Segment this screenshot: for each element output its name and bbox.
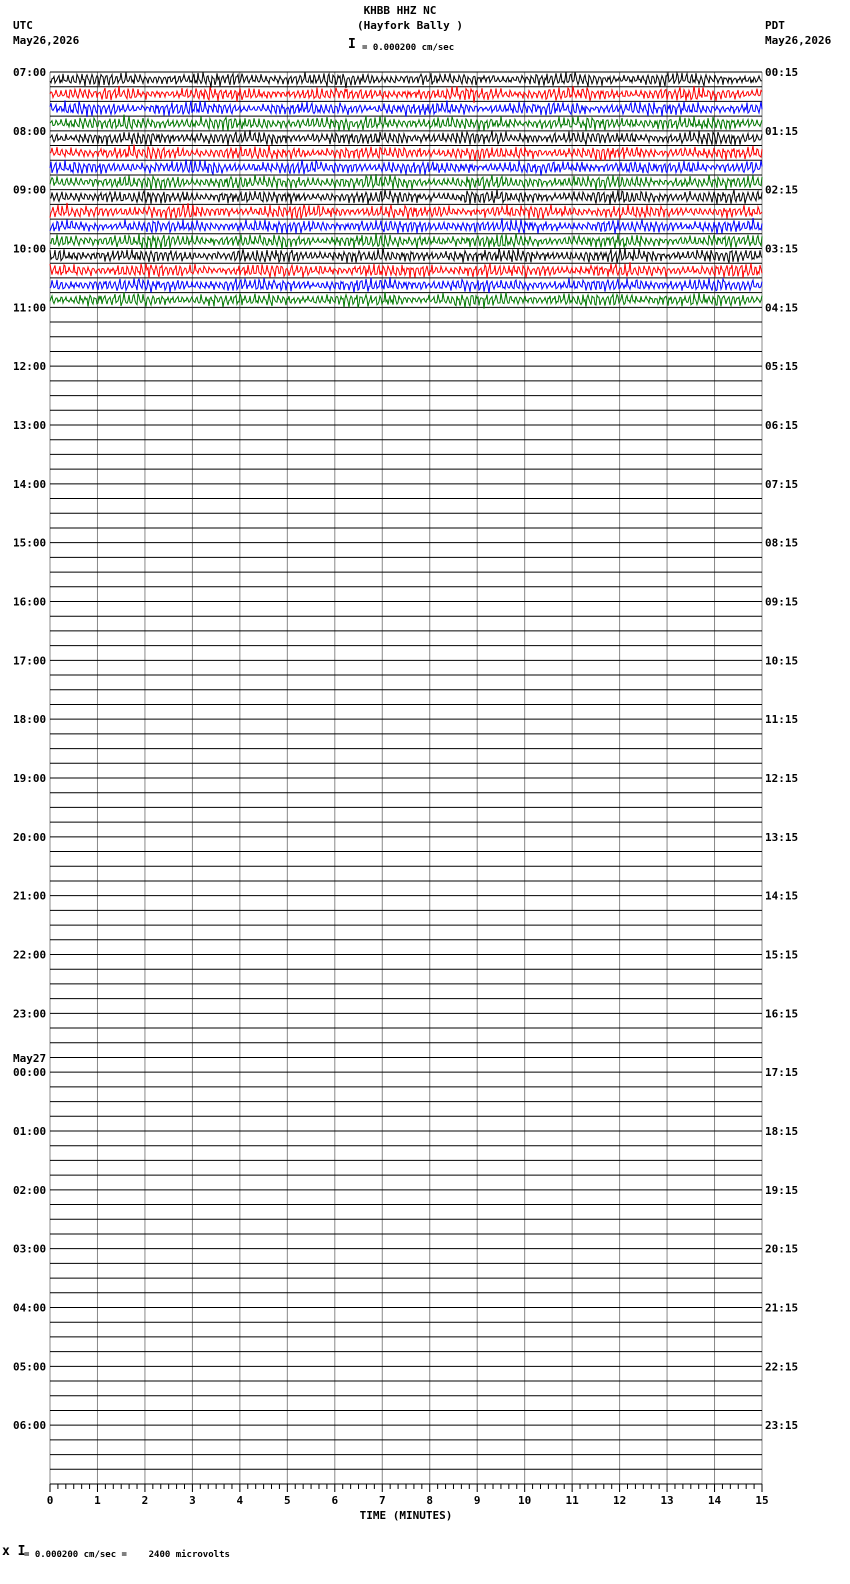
utc-hour-label: 05:00 <box>13 1360 47 1374</box>
trace-row <box>50 262 762 278</box>
utc-hour-label: 08:00 <box>13 124 47 138</box>
trace-row <box>50 233 762 249</box>
scale-bar-icon: I <box>348 37 356 52</box>
trace-row <box>50 277 762 293</box>
pdt-hour-label: 01:15 <box>765 124 799 138</box>
utc-hour-label: 00:00 <box>13 1066 47 1080</box>
pdt-hour-label: 14:15 <box>765 889 799 903</box>
utc-hour-labels <box>13 66 46 1432</box>
utc-hour-label: 21:00 <box>13 889 47 903</box>
x-tick-label: 10 <box>518 1494 532 1507</box>
utc-hour-label: 12:00 <box>13 360 47 374</box>
x-tick-label: 7 <box>378 1494 386 1507</box>
x-tick-label: 5 <box>284 1494 291 1507</box>
utc-hour-label: 02:00 <box>13 1183 47 1197</box>
utc-hour-label: 03:00 <box>13 1242 47 1256</box>
footer-scale-icon: x I <box>2 1544 26 1559</box>
right-date: May26,2026 <box>765 34 832 47</box>
utc-hour-label: 07:00 <box>13 66 47 79</box>
trace-row <box>50 292 762 309</box>
pdt-hour-label: 00:15 <box>765 66 799 79</box>
utc-hour-label: 23:00 <box>13 1007 47 1021</box>
trace-row <box>50 100 762 117</box>
pdt-hour-label: 11:15 <box>765 713 799 727</box>
pdt-hour-label: 18:15 <box>765 1125 799 1138</box>
utc-hour-label: 13:00 <box>13 419 47 432</box>
left-timezone: UTC <box>13 19 33 32</box>
utc-hour-label: 16:00 <box>13 595 47 609</box>
trace-row <box>50 190 762 205</box>
pdt-hour-label: 16:15 <box>765 1007 799 1021</box>
utc-hour-label: 04:00 <box>13 1301 47 1315</box>
utc-hour-label: 20:00 <box>13 830 47 844</box>
pdt-hour-label: 04:15 <box>765 301 799 315</box>
x-tick-label: 12 <box>612 1494 627 1507</box>
pdt-hour-label: 06:15 <box>765 419 799 432</box>
trace-row <box>50 145 762 161</box>
x-tick-label: 4 <box>236 1494 244 1507</box>
pdt-hour-label: 13:15 <box>765 830 799 844</box>
pdt-hour-label: 08:15 <box>765 536 799 550</box>
trace-row <box>50 86 762 103</box>
utc-hour-label: 22:00 <box>13 948 47 962</box>
x-tick-label: 2 <box>141 1494 149 1507</box>
x-tick-label: 3 <box>189 1494 196 1507</box>
pdt-hour-label: 21:15 <box>765 1301 799 1315</box>
x-tick-label: 13 <box>660 1494 674 1507</box>
x-tick-label: 1 <box>94 1494 101 1507</box>
pdt-hour-label: 15:15 <box>765 948 799 962</box>
footer-scale-label: = 0.000200 cm/sec = 2400 microvolts <box>24 1550 230 1560</box>
utc-hour-label: 10:00 <box>13 242 47 256</box>
pdt-hour-label: 17:15 <box>765 1066 799 1080</box>
utc-hour-label: 06:00 <box>13 1419 47 1433</box>
utc-hour-label: 17:00 <box>13 654 47 668</box>
utc-hour-label: 18:00 <box>13 713 47 727</box>
trace-row <box>50 248 762 263</box>
seismic-traces <box>50 72 762 309</box>
left-date: May26,2026 <box>13 34 80 47</box>
pdt-hour-label: 19:15 <box>765 1183 799 1197</box>
trace-row <box>50 159 762 175</box>
trace-row <box>50 203 762 219</box>
trace-row <box>50 72 762 88</box>
utc-hour-label: 15:00 <box>13 536 47 550</box>
pdt-hour-label: 02:15 <box>765 183 799 197</box>
pdt-hour-label: 20:15 <box>765 1242 799 1256</box>
pdt-hour-label: 05:15 <box>765 360 799 374</box>
station-location: (Hayfork Bally ) <box>357 19 463 32</box>
utc-hour-label: 01:00 <box>13 1125 47 1138</box>
pdt-hour-label: 09:15 <box>765 595 799 609</box>
trace-row <box>50 115 762 132</box>
pdt-hour-label: 10:15 <box>765 654 799 668</box>
station-title: KHBB HHZ NC <box>363 4 437 17</box>
x-tick-label: 11 <box>565 1494 579 1507</box>
trace-row <box>50 130 762 146</box>
utc-hour-label: 09:00 <box>13 183 47 197</box>
x-axis-label: TIME (MINUTES) <box>359 1509 453 1522</box>
trace-row <box>50 218 762 234</box>
x-tick-label: 9 <box>473 1494 481 1507</box>
x-tick-label: 14 <box>707 1494 722 1507</box>
x-tick-label: 15 <box>755 1494 769 1507</box>
pdt-hour-labels <box>765 66 798 1432</box>
utc-hour-label: 19:00 <box>13 772 47 785</box>
x-tick-label: 6 <box>331 1494 339 1507</box>
pdt-hour-label: 03:15 <box>765 242 799 256</box>
x-tick-label: 8 <box>426 1494 434 1507</box>
trace-row <box>50 174 762 190</box>
x-tick-label: 0 <box>46 1494 54 1507</box>
pdt-hour-label: 12:15 <box>765 772 799 785</box>
right-timezone: PDT <box>765 19 785 32</box>
pdt-hour-label: 22:15 <box>765 1360 799 1374</box>
pdt-hour-label: 23:15 <box>765 1419 799 1433</box>
x-axis <box>47 1484 769 1522</box>
utc-date-change-label: May27 <box>13 1052 47 1066</box>
utc-hour-label: 14:00 <box>13 477 47 491</box>
utc-hour-label: 11:00 <box>13 301 47 315</box>
scale-label: = 0.000200 cm/sec <box>362 43 455 53</box>
pdt-hour-label: 07:15 <box>765 477 799 491</box>
